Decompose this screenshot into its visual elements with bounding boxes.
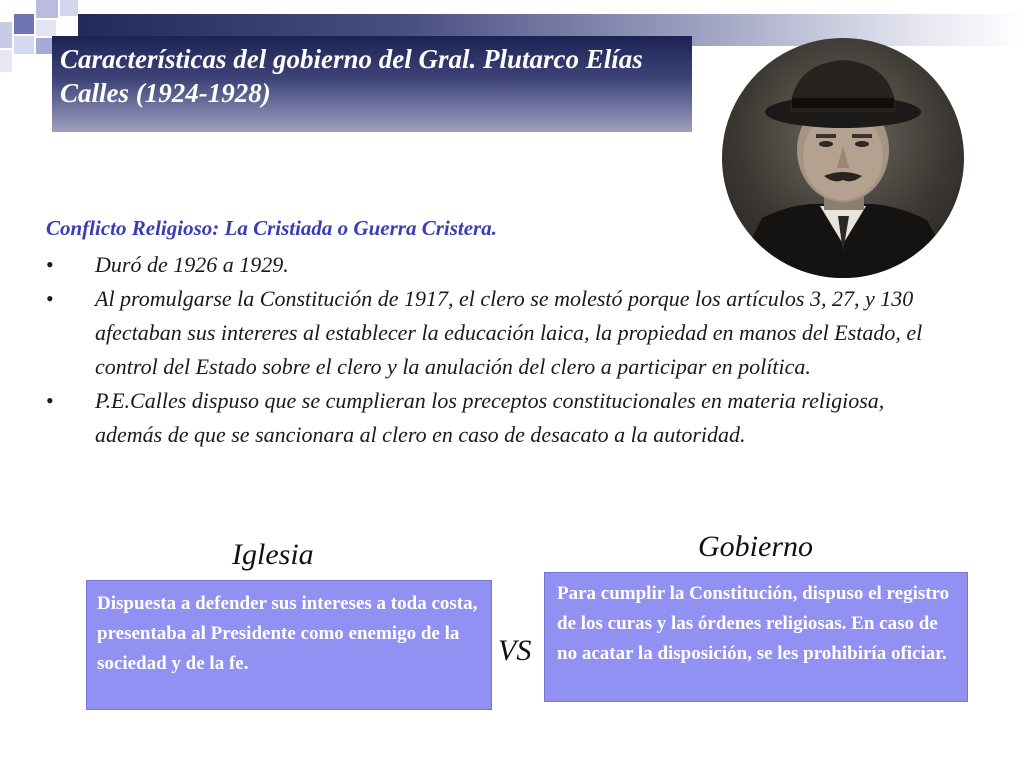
decor-square <box>36 0 58 18</box>
decor-square <box>60 0 78 16</box>
portrait-photo <box>722 38 964 278</box>
decor-square <box>14 36 34 54</box>
bullet-icon: • <box>46 252 54 277</box>
bullet-icon: • <box>46 388 54 413</box>
decor-square <box>36 38 52 54</box>
decor-square <box>14 14 34 34</box>
gobierno-box: Para cumplir la Constitución, dispuso el registro de los curas y las órdenes religiosas. En caso de no acatar la disposición, se les prohibiría oficiar. <box>544 572 968 702</box>
bullet-item <box>46 282 926 384</box>
portrait-illustration <box>722 38 964 278</box>
versus-label: VS <box>498 634 532 667</box>
iglesia-box: Dispuesta a defender sus intereses a toda costa, presentaba al Presidente como enemigo de la sociedad y de la fe. <box>86 580 492 710</box>
bullet-item <box>46 384 926 452</box>
slide-title: Características del gobierno del Gral. Plutarco Elías Calles (1924-1928) <box>52 36 692 132</box>
decor-square <box>0 50 12 72</box>
bullet-list <box>46 248 926 452</box>
section-subtitle: Conflicto Religioso: La Cristiada o Guerra Cristera. <box>46 216 497 240</box>
bullet-text: Duró de 1926 a 1929. <box>95 252 289 277</box>
iglesia-label: Iglesia <box>232 538 314 571</box>
gobierno-label: Gobierno <box>698 530 813 563</box>
decor-square <box>36 20 56 36</box>
bullet-text: Al promulgarse la Constitución de 1917, el clero se molestó porque los artículos 3, 27, y 130 afectaban sus intereres al establecer la educación laica, la propiedad en manos del Estado, el control del Estado sobre el clero y la anulación del clero a participar en política. <box>95 286 923 379</box>
decor-square <box>0 22 12 48</box>
bullet-text: P.E.Calles dispuso que se cumplieran los preceptos constitucionales en materia religiosa, además de que se sancionara al clero en caso de desacato a la autoridad. <box>95 388 885 447</box>
bullet-item <box>46 248 926 282</box>
bullet-icon: • <box>46 286 54 311</box>
